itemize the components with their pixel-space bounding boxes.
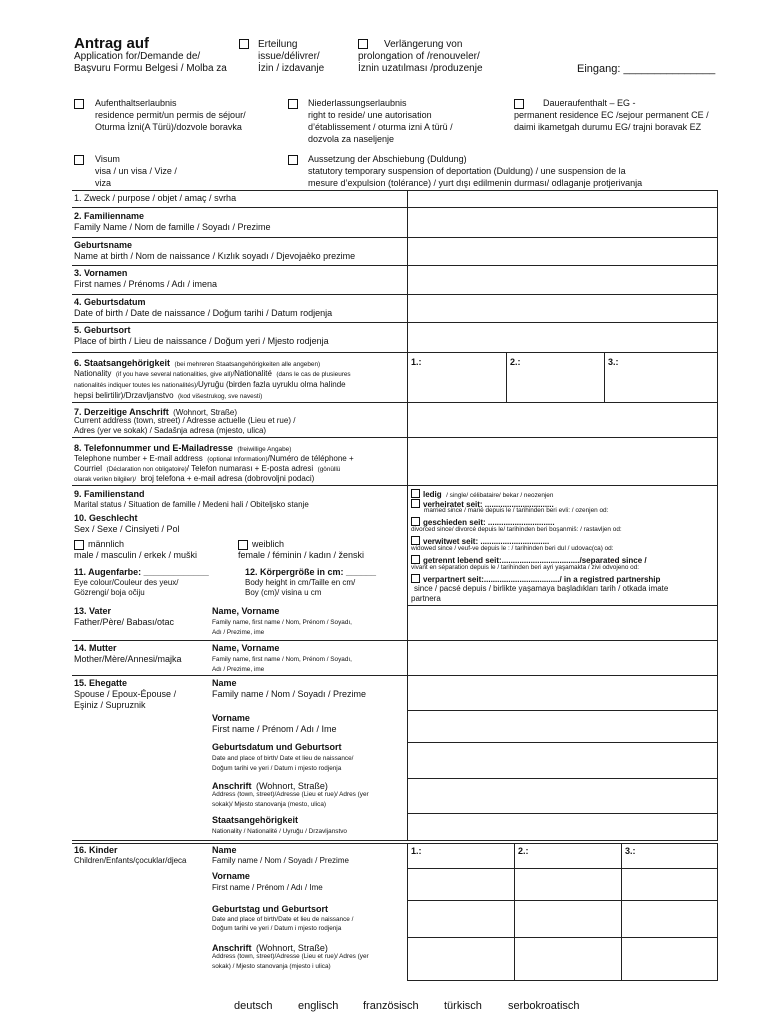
aufenthalt-label-2: residence permit/un permis de séjour/ (95, 110, 246, 120)
kid-3-label: 3.: (625, 846, 636, 856)
field-10-sub: Sex / Sexe / Cinsiyeti / Pol (74, 524, 180, 534)
geburtsname-sub: Name at birth / Nom de naissance / Kızlık soyadı / Djevojaèko prezime (74, 251, 356, 261)
niederlassung-label-4: dozvola za naseljenje (308, 134, 395, 144)
field-6-note: (bei mehreren Staatsangehörigkeiten alle angeben) (174, 361, 321, 368)
nationality-2-label: 2.: (510, 357, 521, 367)
field-8-line-3 (74, 472, 314, 484)
nationality-hr-note: (kod višestrukog, sve navesti) (178, 393, 263, 400)
kids-vorname-title: Vorname (212, 871, 250, 881)
row-line (72, 840, 718, 841)
male-sub: male / masculin / erkek / muški (74, 550, 198, 560)
niederlassung-checkbox[interactable] (288, 99, 298, 109)
phone-fr-2: Courriel (74, 464, 103, 473)
verwitwet-checkbox[interactable] (411, 536, 420, 545)
dauer-label-3: daimi ikametgah durumu EG/ trajni boravak EZ (514, 122, 702, 132)
row-line (72, 207, 718, 208)
visum-label-3: viza (95, 178, 112, 188)
duldung-label-3: mesure d’expulsion (tolérance) / yurt dışı edilmenin durması/ odlaganje protjerivanja (308, 178, 643, 188)
row-line (407, 937, 718, 938)
geburtsname-title: Geburtsname (74, 240, 133, 250)
row-line (407, 605, 718, 606)
row-line (72, 640, 718, 641)
nationality-hr: Drzavljanstvo (125, 391, 174, 400)
row-line (72, 675, 718, 676)
form-subtitle-1: Application for/Demande de/ (74, 51, 201, 62)
getrennt-sub: vivant en séparation depuis le / tarihinden beri ayri yaşamakta / zivi odvojeno od: (411, 564, 640, 571)
ledig-sub: / single/ célibataire/ bekar / neozenjen (446, 492, 554, 499)
field-6-line-3 (74, 389, 262, 401)
row-line (72, 485, 718, 486)
aufenthalt-label: Aufenthaltserlaubnis (95, 98, 177, 108)
kids-anschrift-title: Anschrift (212, 943, 252, 953)
border-right-kids (717, 843, 718, 980)
nationality-tr: Uyruğu (birden fazla uyruklu olma halinde (197, 380, 346, 389)
field-15-sub-1: Spouse / Epoux-Épouse / (74, 689, 177, 699)
nationality-1-label: 1.: (411, 357, 422, 367)
row-line (407, 813, 718, 814)
vater-nv-title: Name, Vorname (212, 606, 280, 616)
verlaengerung-checkbox[interactable] (358, 39, 368, 49)
kids-name-sub: Family name / Nom / Soyadı / Prezime (212, 856, 349, 865)
field-11-sub-1: Eye colour/Couleur des yeux/ (74, 578, 179, 587)
nat-divider (604, 352, 605, 402)
geschieden-sub: divorced since/ divorcé depuis le/ tarihinden beri boşanmiš: / rastavljen od: (411, 526, 622, 533)
row-line (72, 190, 718, 191)
phone-en-note: (optional Information) (207, 456, 268, 463)
kid-divider (514, 843, 515, 980)
row-line (72, 265, 718, 266)
visum-checkbox[interactable] (74, 155, 84, 165)
kids-anschrift-sub-1: Address (town, street)/Adresse (Lieu et rue)/ Adres (yer (212, 953, 369, 960)
field-16-title: 16. Kinder (74, 845, 118, 855)
row-line (72, 322, 718, 323)
verlaengerung-label-2: prolongation of /renouveler/ (358, 51, 480, 62)
spouse-name-sub: Family name / Nom / Soyadı / Prezime (212, 689, 367, 699)
aufenthalt-checkbox[interactable] (74, 99, 84, 109)
field-7-title: 7. Derzeitige Anschrift (74, 407, 169, 417)
phone-fr: /Numéro de téléphone + (267, 454, 354, 463)
field-9-title: 9. Familienstand (74, 489, 145, 499)
vater-nv-sub-1: Family name, first name / Nom, Prénom / Soyadı, (212, 619, 352, 626)
verwitwet-label: verwitwet seit: ............................... (423, 537, 550, 546)
dauer-label: Daueraufenthalt – EG - (543, 98, 636, 108)
field-3-sub: First names / Prénoms / Adı / imena (74, 279, 218, 289)
row-line (72, 237, 718, 238)
kids-name-title: Name (212, 845, 237, 855)
geschieden-checkbox[interactable] (411, 517, 420, 526)
row-line (407, 778, 718, 779)
eingang-field: Eingang: _______________ (577, 63, 716, 75)
form-title: Antrag auf (74, 35, 149, 52)
row-line (407, 900, 718, 901)
field-15-sub-2: Eşiniz / Supruznik (74, 700, 146, 710)
language-englisch[interactable]: englisch (298, 1000, 339, 1012)
field-1-label: 1. Zweck / purpose / objet / amaç / svrha (74, 193, 237, 203)
row-line (407, 980, 718, 981)
row-line (72, 437, 718, 438)
female-sub: female / féminin / kadın / ženski (238, 550, 365, 560)
verpartnert-label: verpartnert seit:................................../ in a registred partnership (423, 575, 661, 584)
field-11-title: 11. Augenfarbe: _____________ (74, 567, 209, 577)
spouse-vorname-sub: First name / Prénom / Adı / Ime (212, 724, 337, 734)
phone-fr-note: (Déclaration non obligatoire) (106, 466, 187, 473)
language-tuerkisch[interactable]: türkisch (444, 1000, 482, 1012)
kids-anschrift-title-2: (Wohnort, Straße) (255, 943, 328, 953)
verheiratet-sub: married since / marié depuis le / tarihinden beri evli: / ozenjen od: (424, 507, 609, 514)
visum-label: Visum (95, 154, 120, 164)
kids-vorname-sub: First name / Prénom / Adı / Ime (212, 883, 323, 892)
field-7-sub-2: Adres (yer ve sokak) / Sadašnja adresa (mjesto, ulica) (74, 426, 267, 435)
verwitwet-sub: widowed since / veuf-ve depuis le : / tarihinden beri dul / udovac(ca) od: (411, 545, 614, 552)
dauer-label-2: permanent residence EC /sejour permanent CE / (514, 110, 709, 120)
verlaengerung-label-3: İznin uzatılması /produzenje (358, 63, 483, 74)
field-13-title: 13. Vater (74, 606, 112, 616)
field-16-sub: Children/Enfants/çocuklar/djeca (74, 856, 187, 865)
spouse-vorname-title: Vorname (212, 713, 250, 723)
field-5-sub: Place of birth / Lieu de naissance / Doğum yeri / Mjesto rodjenja (74, 336, 329, 346)
field-2-sub: Family Name / Nom de famille / Soyadı / Prezime (74, 222, 271, 232)
spouse-geb-sub-1: Date and place of birth/ Date et lieu de naissance/ (212, 755, 354, 762)
field-4-title: 4. Geburtsdatum (74, 297, 146, 307)
erteilung-label-2: issue/délivrer/ (258, 51, 320, 62)
field-7-title-2: (Wohnort, Straße) (173, 408, 238, 417)
duldung-label: Aussetzung der Abschiebung (Duldung) (308, 154, 467, 164)
spouse-geb-title: Geburtsdatum und Geburtsort (212, 742, 342, 752)
field-2-title: 2. Familienname (74, 211, 145, 221)
language-deutsch[interactable]: deutsch (234, 1000, 273, 1012)
phone-tr: / Telefon numarası + E-posta adresi (186, 464, 314, 473)
nationality-fr-note: (dans le cas de plusieures (276, 371, 351, 378)
mutter-nv-title: Name, Vorname (212, 643, 280, 653)
niederlassung-label-2: right to reside/ une autorisation (308, 110, 432, 120)
male-checkbox[interactable] (74, 540, 84, 550)
nationality-fr: Nationalité (234, 369, 272, 378)
field-8-title: 8. Telefonnummer und E-Mailadresse (74, 443, 233, 453)
field-8-note: (freiwillige Angabe) (237, 446, 292, 453)
phone-en: Telephone number + E-mail address (74, 454, 203, 463)
field-14-title: 14. Mutter (74, 643, 117, 653)
male-label: männlich (88, 539, 125, 549)
spouse-staats-title: Staatsangehörigkeit (212, 815, 299, 825)
phone-tr-note: (gönüllü (317, 466, 341, 473)
spouse-anschrift-title-2: (Wohnort, Straße) (255, 781, 328, 791)
field-12-sub-2: Boy (cm)/ visina u cm (245, 588, 322, 597)
row-line (407, 868, 718, 869)
kids-geb-sub-1: Date and place of birth/Date et lieu de naissance / (212, 916, 354, 923)
form-subtitle-2: Başvuru Formu Belgesi / Molba za (74, 63, 227, 74)
field-10-title: 10. Geschlecht (74, 513, 138, 523)
phone-hr: broj telefona + e-mail adresa (dobrovoljni podaci) (140, 474, 315, 483)
getrennt-checkbox[interactable] (411, 555, 420, 564)
spouse-anschrift-sub-2: sokak)/ Mjesto stanovanja (mesto, ulica) (212, 801, 327, 808)
mutter-nv-sub-1: Family name, first name / Nom, Prénom / Soyadı, (212, 656, 352, 663)
field-14-sub: Mother/Mère/Annesi/majka (74, 654, 182, 664)
field-7-sub-1: Current address (town, street) / Adresse actuelle (Lieu et rue) / (74, 416, 296, 425)
spouse-staats-sub: Nationality / Nationalité / Uyruğu / Drzavljanstvo (212, 828, 347, 835)
row-line (72, 294, 718, 295)
kids-geb-title: Geburtstag und Geburtsort (212, 904, 329, 914)
erteilung-label: Erteilung (258, 39, 298, 50)
field-11-sub-2: Gözrengi/ boja očiju (74, 588, 145, 597)
field-13-sub: Father/Père/ Babası/otac (74, 617, 175, 627)
row-line (72, 352, 718, 353)
phone-tr-note-2: olarak verilen bilgiler)/ (74, 476, 137, 483)
field-5-title: 5. Geburtsort (74, 325, 131, 335)
verpartnert-checkbox[interactable] (411, 574, 420, 583)
nationality-fr-note-2: nationalités indiquer toutes les nationalités)/ (74, 382, 198, 389)
spouse-name-title: Name (212, 678, 237, 688)
duldung-label-2: statutory temporary suspension of deportation (Duldung) / une suspension de la (308, 166, 626, 176)
niederlassung-label-3: d’établissement / oturma izni A türü / (308, 122, 453, 132)
kids-geb-sub-2: Doğum tarihi ve yeri / Datum i mjesto rodjenja (212, 925, 342, 932)
verheiratet-checkbox[interactable] (411, 499, 420, 508)
field-12-title: 12. Körpergröße in cm: ______ (245, 567, 377, 577)
field-12-sub-1: Body height in cm/Taille en cm/ (245, 578, 356, 587)
field-4-sub: Date of birth / Date de naissance / Doğum tarihi / Datum rodjenja (74, 308, 333, 318)
erteilung-checkbox[interactable] (239, 39, 249, 49)
ledig-checkbox[interactable] (411, 489, 420, 498)
verpartnert-sub-2: partnera (411, 594, 441, 603)
erteilung-label-3: İzin / izdavanje (258, 63, 325, 74)
kid-2-label: 2.: (518, 846, 529, 856)
female-label: weiblich (252, 539, 285, 549)
nat-divider (506, 352, 507, 402)
kid-1-label: 1.: (411, 846, 422, 856)
divider-vertical-kids (407, 843, 408, 980)
dauer-checkbox[interactable] (514, 99, 524, 109)
field-3-title: 3. Vornamen (74, 268, 128, 278)
aufenthalt-label-3: Oturma İzni(A Türü)/dozvole boravka (95, 122, 242, 132)
mutter-nv-sub-2: Adı / Prezime, ime (212, 666, 265, 673)
duldung-checkbox[interactable] (288, 155, 298, 165)
nationality-3-label: 3.: (608, 357, 619, 367)
niederlassung-label: Niederlassungserlaubnis (308, 98, 407, 108)
kids-anschrift-sub-2: sokak) / Mjesto stanovanja (mjesto i ulica) (212, 963, 331, 970)
row-line (407, 742, 718, 743)
field-9-sub: Marital status / Situation de famille / Medeni hali / Obiteljsko stanje (74, 500, 309, 509)
field-6-title: 6. Staatsangehörigkeit (74, 358, 171, 368)
verheiratet-label: verheiratet seit: ............................... (423, 500, 554, 509)
female-checkbox[interactable] (238, 540, 248, 550)
spouse-geb-sub-2: Doğum tarihi ve yeri / Datum i mjesto rodjenja (212, 765, 342, 772)
language-serbokroatisch[interactable]: serbokroatisch (508, 1000, 580, 1012)
nationality-en-note: (if you have several nationalities, give all)/ (115, 371, 235, 378)
visum-label-2: visa / un visa / Vize / (95, 166, 177, 176)
getrennt-label: getrennt lebend seit:.................................../separated since / (423, 556, 647, 565)
geschieden-label: geschieden seit: .............................. (423, 518, 555, 527)
language-franzoesisch[interactable]: französisch (363, 1000, 419, 1012)
ledig-label: ledig (423, 490, 442, 499)
nationality-en: Nationality (74, 369, 112, 378)
spouse-anschrift-sub-1: Address (town, street)/Adresse (Lieu et rue)/ Adres (yer (212, 791, 369, 798)
field-15-title: 15. Ehegatte (74, 678, 128, 688)
kid-divider (621, 843, 622, 980)
nationality-tr-2: hepsi belirtilir)/ (74, 391, 126, 400)
verpartnert-sub-1: since / pacsé depuis / birlikte yaşamaya başladıkları tarih / otkada imate (414, 584, 669, 593)
vater-nv-sub-2: Adı / Prezime, ime (212, 629, 265, 636)
verlaengerung-label: Verlängerung von (384, 39, 463, 50)
row-line (407, 710, 718, 711)
spouse-anschrift-title: Anschrift (212, 781, 252, 791)
